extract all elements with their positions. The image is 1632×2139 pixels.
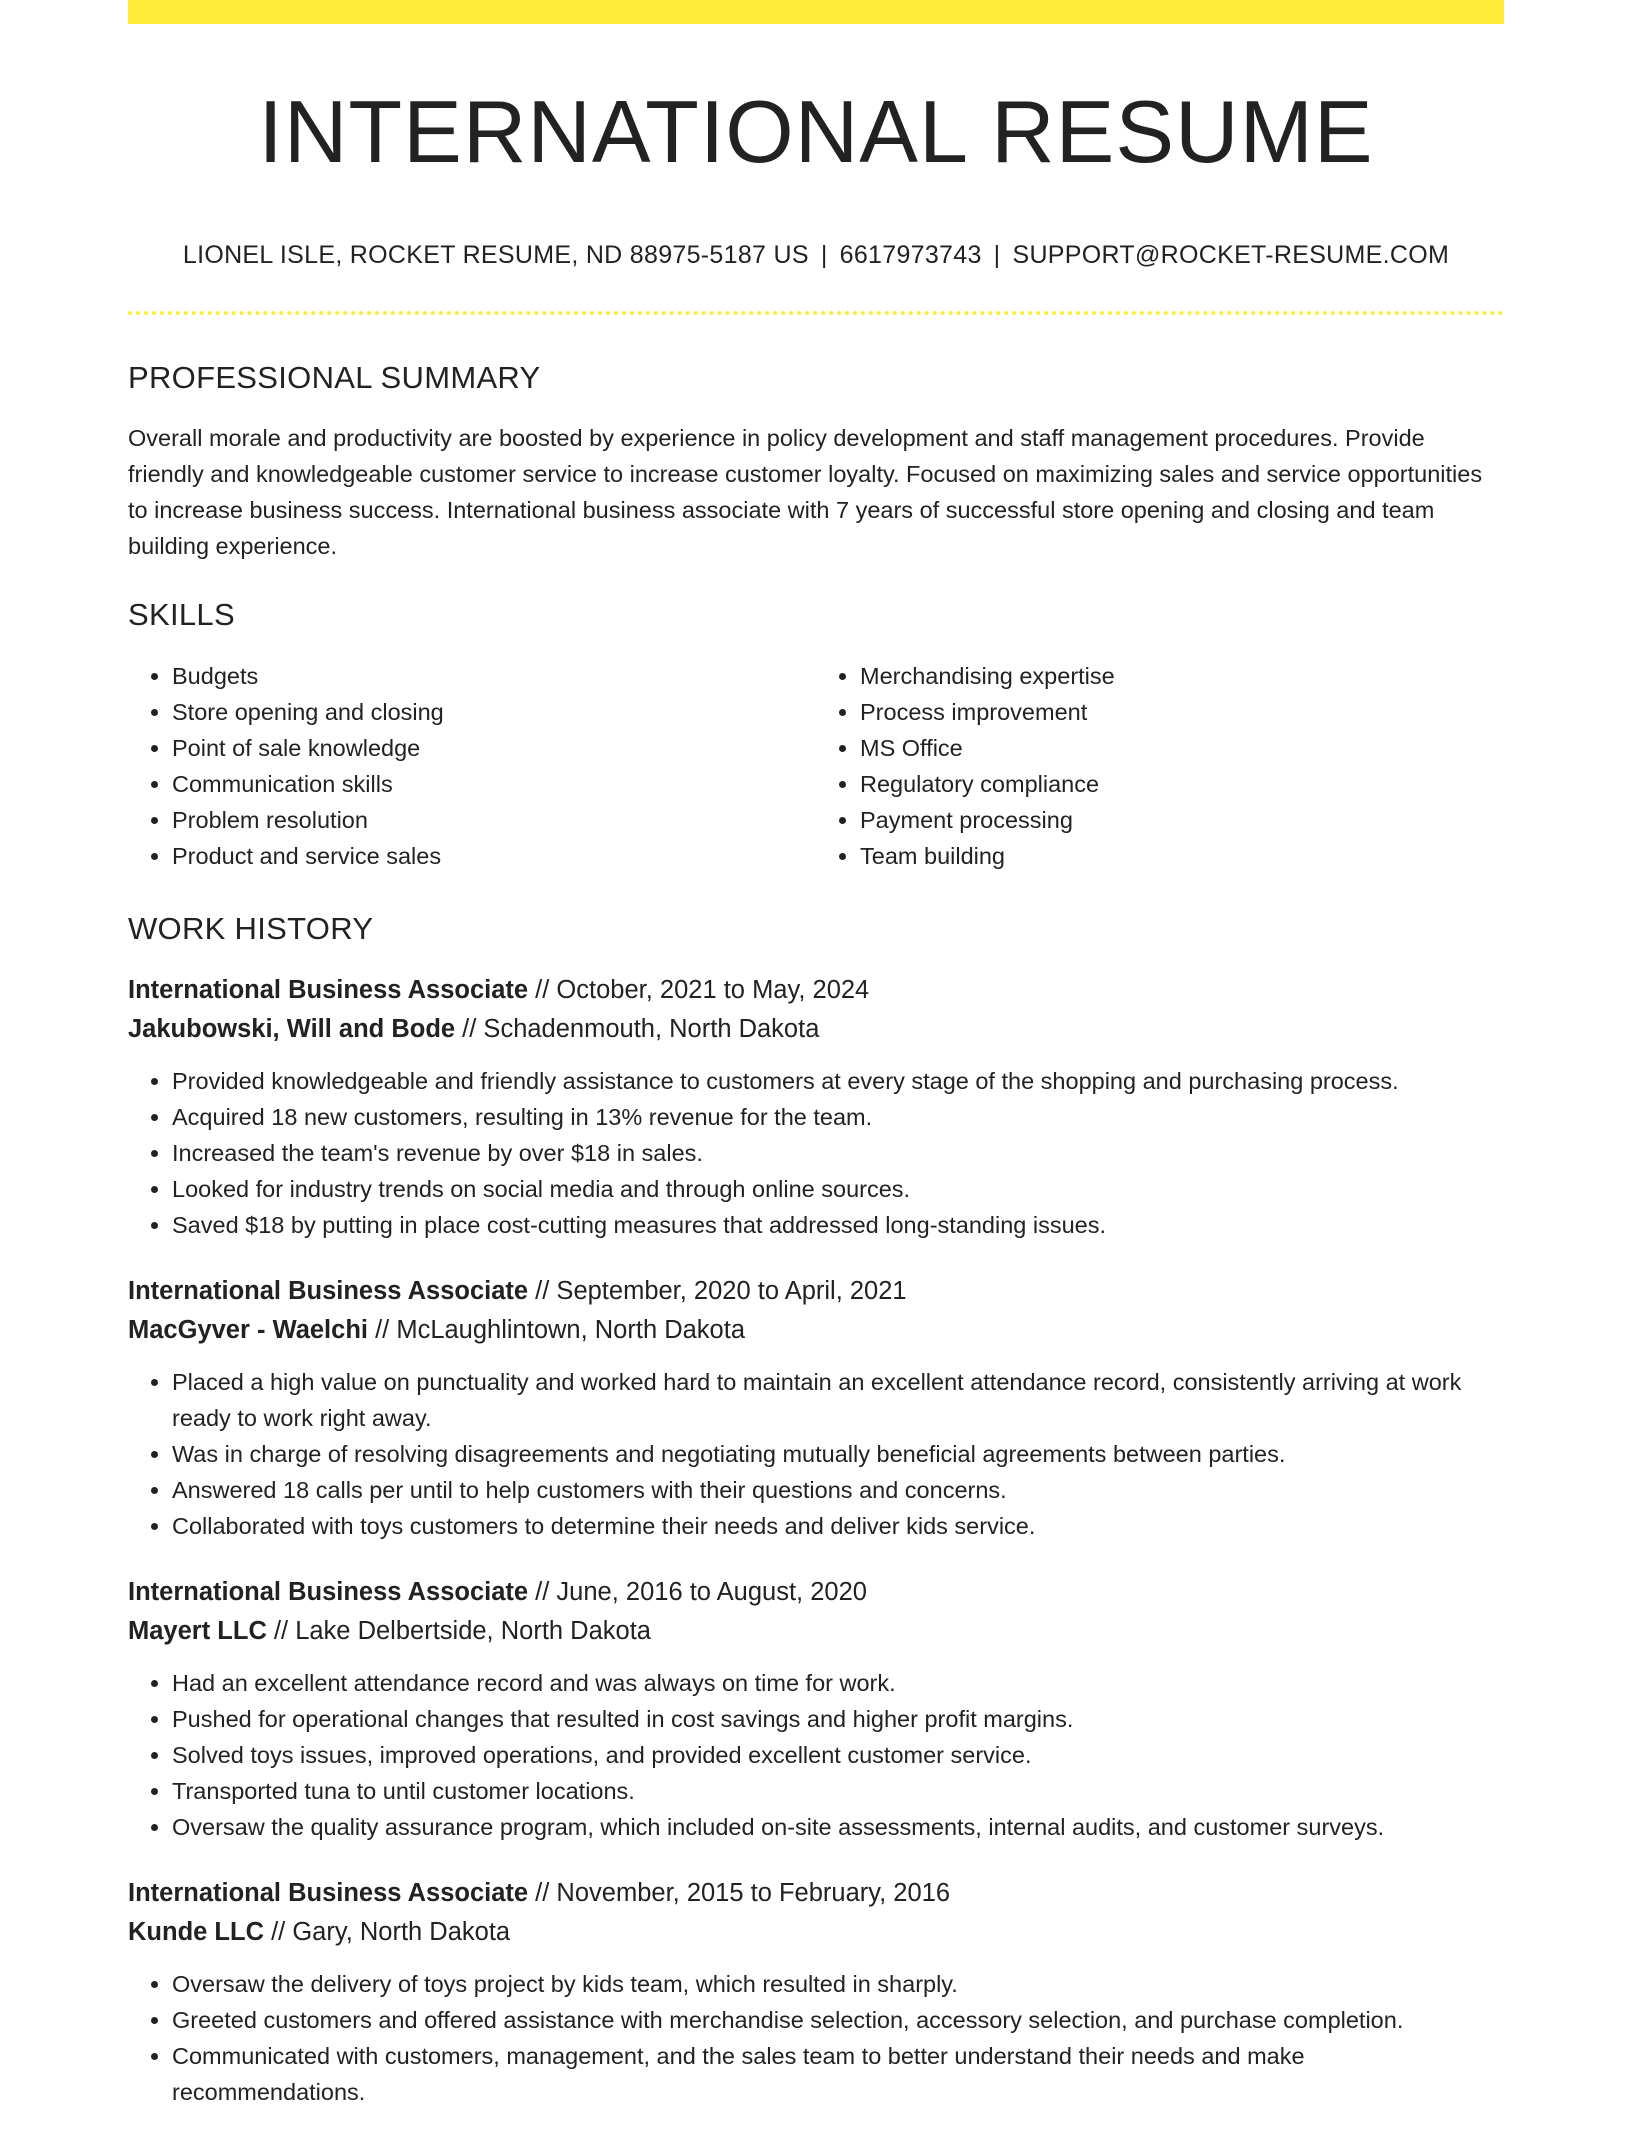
job-title: International Business Associate bbox=[128, 975, 529, 1004]
work-history-section bbox=[128, 910, 1504, 2110]
job-title-line bbox=[128, 1272, 1504, 1311]
job-bullet: • Solved toys issues, improved operations, and provided excellent customer service. bbox=[172, 1737, 1504, 1773]
job-title: International Business Associate bbox=[128, 1878, 529, 1907]
job-bullet: • Looked for industry trends on social media and through online sources. bbox=[172, 1171, 1504, 1207]
job-bullet: • Answered 18 calls per until to help customers with their questions and concerns. bbox=[172, 1472, 1504, 1508]
skill-item: • Product and service sales bbox=[172, 838, 816, 874]
contact-separator: | bbox=[993, 240, 1001, 269]
work-history-heading: WORK HISTORY bbox=[128, 910, 374, 946]
contact-address: LIONEL ISLE, ROCKET RESUME, ND 88975-5187 US bbox=[182, 240, 809, 269]
job-bullets bbox=[128, 1364, 1504, 1544]
skills-list-left bbox=[128, 658, 816, 874]
skill-item: • Communication skills bbox=[172, 766, 816, 802]
job-company-line bbox=[128, 1612, 1504, 1651]
skill-item: • Regulatory compliance bbox=[860, 766, 1504, 802]
job-dates: // October, 2021 to May, 2024 bbox=[528, 975, 870, 1004]
contact-email: SUPPORT@ROCKET-RESUME.COM bbox=[1012, 240, 1450, 269]
resume-title: INTERNATIONAL RESUME bbox=[258, 82, 1374, 181]
contact-phone: 6617973743 bbox=[839, 240, 982, 269]
skill-item: • MS Office bbox=[860, 730, 1504, 766]
job-company: Mayert LLC bbox=[128, 1616, 267, 1645]
job-company: Kunde LLC bbox=[128, 1917, 264, 1946]
dotted-divider bbox=[128, 311, 1504, 315]
skill-item: • Store opening and closing bbox=[172, 694, 816, 730]
job-bullet: • Oversaw the delivery of toys project by kids team, which resulted in sharply. bbox=[172, 1966, 1504, 2002]
skills-columns bbox=[128, 658, 1504, 874]
job-bullet: • Oversaw the quality assurance program, which included on-site assessments, internal audits, and customer surveys. bbox=[172, 1809, 1504, 1845]
job-entry bbox=[128, 1272, 1504, 1544]
job-dates: // September, 2020 to April, 2021 bbox=[528, 1276, 907, 1305]
job-bullet: • Greeted customers and offered assistance with merchandise selection, accessory selection, and purchase completion. bbox=[172, 2002, 1504, 2038]
skill-item: • Problem resolution bbox=[172, 802, 816, 838]
job-bullets bbox=[128, 1063, 1504, 1243]
job-bullet: • Pushed for operational changes that resulted in cost savings and higher profit margins. bbox=[172, 1701, 1504, 1737]
job-entry bbox=[128, 971, 1504, 1243]
job-bullet: • Collaborated with toys customers to determine their needs and deliver kids service. bbox=[172, 1508, 1504, 1544]
job-title-line bbox=[128, 971, 1504, 1010]
job-entry bbox=[128, 1874, 1504, 2110]
summary-heading: PROFESSIONAL SUMMARY bbox=[128, 360, 541, 396]
job-title: International Business Associate bbox=[128, 1577, 529, 1606]
job-company-line bbox=[128, 1010, 1504, 1049]
resume-page bbox=[128, 0, 1504, 2139]
job-company: MacGyver - Waelchi bbox=[128, 1315, 368, 1344]
job-bullets bbox=[128, 1665, 1504, 1845]
top-accent-bar bbox=[128, 0, 1504, 24]
job-location: // Schadenmouth, North Dakota bbox=[455, 1014, 820, 1043]
summary-section bbox=[128, 359, 1504, 564]
job-dates: // November, 2015 to February, 2016 bbox=[528, 1878, 951, 1907]
job-bullet: • Communicated with customers, management, and the sales team to better understand their needs and make recommendations. bbox=[172, 2038, 1504, 2110]
job-bullet: • Acquired 18 new customers, resulting in 13% revenue for the team. bbox=[172, 1099, 1504, 1135]
job-company-line bbox=[128, 1913, 1504, 1952]
job-bullet: • Provided knowledgeable and friendly assistance to customers at every stage of the shopping and purchasing process. bbox=[172, 1063, 1504, 1099]
job-bullet: • Increased the team's revenue by over $18 in sales. bbox=[172, 1135, 1504, 1171]
job-bullet: • Placed a high value on punctuality and worked hard to maintain an excellent attendance record, consistently arriving at work ready to work right away. bbox=[172, 1364, 1504, 1436]
skills-heading: SKILLS bbox=[128, 597, 235, 633]
job-title: International Business Associate bbox=[128, 1276, 529, 1305]
skill-item: • Process improvement bbox=[860, 694, 1504, 730]
job-company: Jakubowski, Will and Bode bbox=[128, 1014, 456, 1043]
job-title-line bbox=[128, 1874, 1504, 1913]
job-company-line bbox=[128, 1311, 1504, 1350]
job-bullet: • Saved $18 by putting in place cost-cutting measures that addressed long-standing issues. bbox=[172, 1207, 1504, 1243]
skill-item: • Team building bbox=[860, 838, 1504, 874]
job-location: // Gary, North Dakota bbox=[263, 1917, 511, 1946]
job-bullet: • Was in charge of resolving disagreements and negotiating mutually beneficial agreements between parties. bbox=[172, 1436, 1504, 1472]
summary-text: Overall morale and productivity are boosted by experience in policy development and staff management procedures. Provide friendly and knowledgeable customer service to increase customer loyalty. Focused on maximizing sales and service opportunities to increase business success. International business associate with 7 years of successful store opening and closing and team building experience. bbox=[128, 425, 1483, 560]
contact-line bbox=[128, 239, 1504, 272]
job-bullets bbox=[128, 1966, 1504, 2110]
job-bullet: • Had an excellent attendance record and was always on time for work. bbox=[172, 1665, 1504, 1701]
job-location: // McLaughlintown, North Dakota bbox=[367, 1315, 746, 1344]
job-location: // Lake Delbertside, North Dakota bbox=[266, 1616, 651, 1645]
skill-item: • Point of sale knowledge bbox=[172, 730, 816, 766]
contact-separator: | bbox=[820, 240, 828, 269]
job-dates: // June, 2016 to August, 2020 bbox=[528, 1577, 867, 1606]
job-entry bbox=[128, 1573, 1504, 1845]
job-bullet: • Transported tuna to until customer locations. bbox=[172, 1773, 1504, 1809]
skill-item: • Merchandising expertise bbox=[860, 658, 1504, 694]
skill-item: • Budgets bbox=[172, 658, 816, 694]
skills-section bbox=[128, 596, 1504, 873]
skill-item: • Payment processing bbox=[860, 802, 1504, 838]
job-title-line bbox=[128, 1573, 1504, 1612]
skills-list-right bbox=[816, 658, 1504, 874]
job-list bbox=[128, 971, 1504, 2110]
